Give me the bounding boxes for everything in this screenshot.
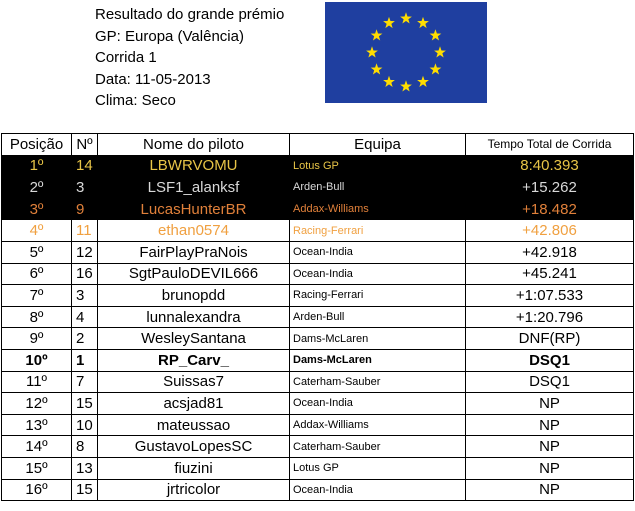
race-date: Data: 11-05-2013 — [95, 70, 211, 88]
grand-prix-name: GP: Europa (Valência) — [95, 27, 244, 45]
row-driver: WesleySantana — [98, 328, 290, 350]
results-title: Resultado do grande prémio — [95, 6, 285, 23]
row-team: Ocean-India — [290, 263, 466, 285]
row-time: +1:07.533 — [466, 285, 634, 307]
row-time: NP — [466, 457, 634, 479]
row-position: 15º — [2, 457, 72, 479]
row-number: 12 — [72, 241, 98, 263]
row-time: 8:40.393 — [466, 155, 634, 177]
row-position: 4º — [2, 220, 72, 242]
row-number: 11 — [72, 220, 98, 242]
row-time: DSQ1 — [466, 371, 634, 393]
table-row — [2, 177, 634, 199]
row-driver: FairPlayPraNois — [98, 241, 290, 263]
row-position: 9º — [2, 328, 72, 350]
row-number: 3 — [72, 177, 98, 199]
row-team: Dams-McLaren — [290, 349, 466, 371]
row-team: Dams-McLaren — [290, 328, 466, 350]
row-driver: SgtPauloDEVIL666 — [98, 263, 290, 285]
row-position: 10º — [2, 349, 72, 371]
row-team: Ocean-India — [290, 393, 466, 415]
header-team: Equipa — [290, 134, 466, 156]
race-info — [95, 4, 284, 112]
row-number: 4 — [72, 306, 98, 328]
row-driver: RP_Carv_ — [98, 349, 290, 371]
table-row — [2, 198, 634, 220]
row-team: Caterham-Sauber — [290, 371, 466, 393]
row-team: Addax-Williams — [290, 414, 466, 436]
row-driver: brunopdd — [98, 285, 290, 307]
row-number: 2 — [72, 328, 98, 350]
row-team: Caterham-Sauber — [290, 436, 466, 458]
table-row — [2, 414, 634, 436]
row-team: Ocean-India — [290, 479, 466, 501]
row-number: 15 — [72, 393, 98, 415]
race-weather: Clima: Seco — [95, 92, 176, 110]
row-position: 12º — [2, 393, 72, 415]
row-time: +18.482 — [466, 198, 634, 220]
table-row — [2, 285, 634, 307]
row-time: NP — [466, 393, 634, 415]
row-team: Ocean-India — [290, 241, 466, 263]
row-time: +42.806 — [466, 220, 634, 242]
row-position: 3º — [2, 198, 72, 220]
row-number: 14 — [72, 155, 98, 177]
table-header-row — [2, 134, 634, 156]
row-number: 1 — [72, 349, 98, 371]
row-team: Arden-Bull — [290, 177, 466, 199]
race-number: Corrida 1 — [95, 49, 157, 67]
row-time: DSQ1 — [466, 349, 634, 371]
row-driver: jrtricolor — [98, 479, 290, 501]
row-position: 1º — [2, 155, 72, 177]
row-team: Lotus GP — [290, 155, 466, 177]
row-position: 14º — [2, 436, 72, 458]
table-row — [2, 457, 634, 479]
table-row — [2, 349, 634, 371]
row-time: NP — [466, 414, 634, 436]
row-driver: fiuzini — [98, 457, 290, 479]
table-row — [2, 479, 634, 501]
row-driver: LucasHunterBR — [98, 198, 290, 220]
row-driver: GustavoLopesSC — [98, 436, 290, 458]
row-driver: mateussao — [98, 414, 290, 436]
table-row — [2, 155, 634, 177]
table-row — [2, 371, 634, 393]
row-time: NP — [466, 436, 634, 458]
row-position: 2º — [2, 177, 72, 199]
table-row — [2, 263, 634, 285]
row-number: 9 — [72, 198, 98, 220]
row-team: Racing-Ferrari — [290, 285, 466, 307]
row-position: 11º — [2, 371, 72, 393]
row-time: NP — [466, 479, 634, 501]
table-row — [2, 393, 634, 415]
row-time: +15.262 — [466, 177, 634, 199]
results-table — [1, 133, 634, 501]
header-driver: Nome do piloto — [98, 134, 290, 156]
row-position: 16º — [2, 479, 72, 501]
row-number: 3 — [72, 285, 98, 307]
row-driver: LSF1_alanksf — [98, 177, 290, 199]
row-position: 6º — [2, 263, 72, 285]
row-position: 8º — [2, 306, 72, 328]
row-team: Addax-Williams — [290, 198, 466, 220]
row-team: Arden-Bull — [290, 306, 466, 328]
row-team: Racing-Ferrari — [290, 220, 466, 242]
row-time: +1:20.796 — [466, 306, 634, 328]
table-row — [2, 306, 634, 328]
row-driver: acsjad81 — [98, 393, 290, 415]
table-row — [2, 241, 634, 263]
row-number: 16 — [72, 263, 98, 285]
row-time: +45.241 — [466, 263, 634, 285]
row-driver: lunnalexandra — [98, 306, 290, 328]
row-number: 8 — [72, 436, 98, 458]
row-time: +42.918 — [466, 241, 634, 263]
row-position: 13º — [2, 414, 72, 436]
row-position: 7º — [2, 285, 72, 307]
row-position: 5º — [2, 241, 72, 263]
row-number: 15 — [72, 479, 98, 501]
header-position: Posição — [2, 134, 72, 156]
row-number: 13 — [72, 457, 98, 479]
row-driver: LBWRVOMU — [98, 155, 290, 177]
row-driver: ethan0574 — [98, 220, 290, 242]
row-team: Lotus GP — [290, 457, 466, 479]
table-row — [2, 220, 634, 242]
row-driver: Suissas7 — [98, 371, 290, 393]
row-time: DNF(RP) — [466, 328, 634, 350]
table-row — [2, 328, 634, 350]
row-number: 10 — [72, 414, 98, 436]
row-number: 7 — [72, 371, 98, 393]
header-total-time: Tempo Total de Corrida — [466, 134, 634, 156]
eu-flag-icon — [325, 2, 487, 103]
header-number: Nº — [72, 134, 98, 156]
table-row — [2, 436, 634, 458]
